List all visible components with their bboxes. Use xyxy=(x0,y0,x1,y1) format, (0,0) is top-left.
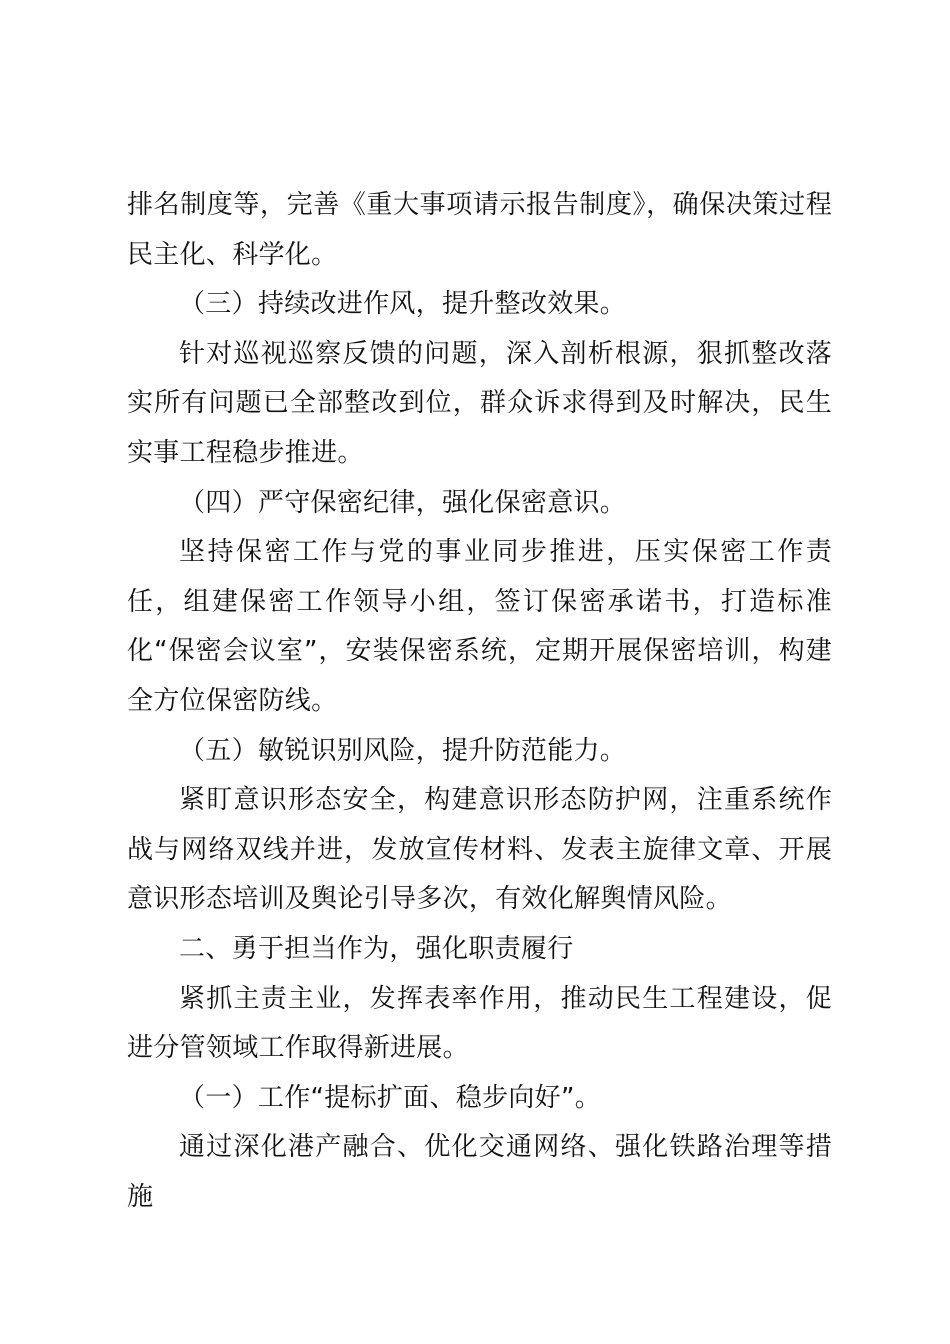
chapter-heading-2: 二、勇于担当作为，强化职责履行 xyxy=(179,933,574,964)
paragraph-main-duty: 紧抓主责主业，发挥表率作用，推动民生工程建设，促进分管领域工作取得新进展。 xyxy=(127,983,832,1064)
section-heading-3: （三）持续改进作风，提升整改效果。 xyxy=(179,289,627,320)
paragraph-ideology-risk: 紧盯意识形态安全，构建意识形态防护网，注重系统作战与网络双线并进，发放宣传材料、发表主旋律文章、开展意识形态培训及舆论引导多次，有效化解舆情风险。 xyxy=(127,785,832,915)
paragraph-rectification: 针对巡视巡察反馈的问题，深入剖析根源，狠抓整改落实所有问题已全部整改到位，群众诉求得到及时解决，民生实事工程稳步推进。 xyxy=(127,338,832,468)
paragraph-measures: 通过深化港产融合、优化交通网络、强化铁路治理等措施 xyxy=(127,1132,832,1212)
section-heading-5: （五）敏锐识别风险，提升防范能力。 xyxy=(179,735,627,766)
paragraph-confidentiality: 坚持保密工作与党的事业同步推进，压实保密工作责任，组建保密工作领导小组，签订保密承诺书，打造标准化“保密会议室”，安装保密系统，定期开展保密培训，构建全方位保密防线。 xyxy=(127,537,832,716)
section-heading-2-1: （一）工作“提标扩面、稳步向好”。 xyxy=(179,1082,602,1113)
paragraph-continuation: 排名制度等，完善《重大事项请示报告制度》，确保决策过程民主化、科学化。 xyxy=(127,190,832,270)
section-heading-4: （四）严守保密纪律，强化保密意识。 xyxy=(179,487,627,518)
document-body xyxy=(127,181,832,1222)
